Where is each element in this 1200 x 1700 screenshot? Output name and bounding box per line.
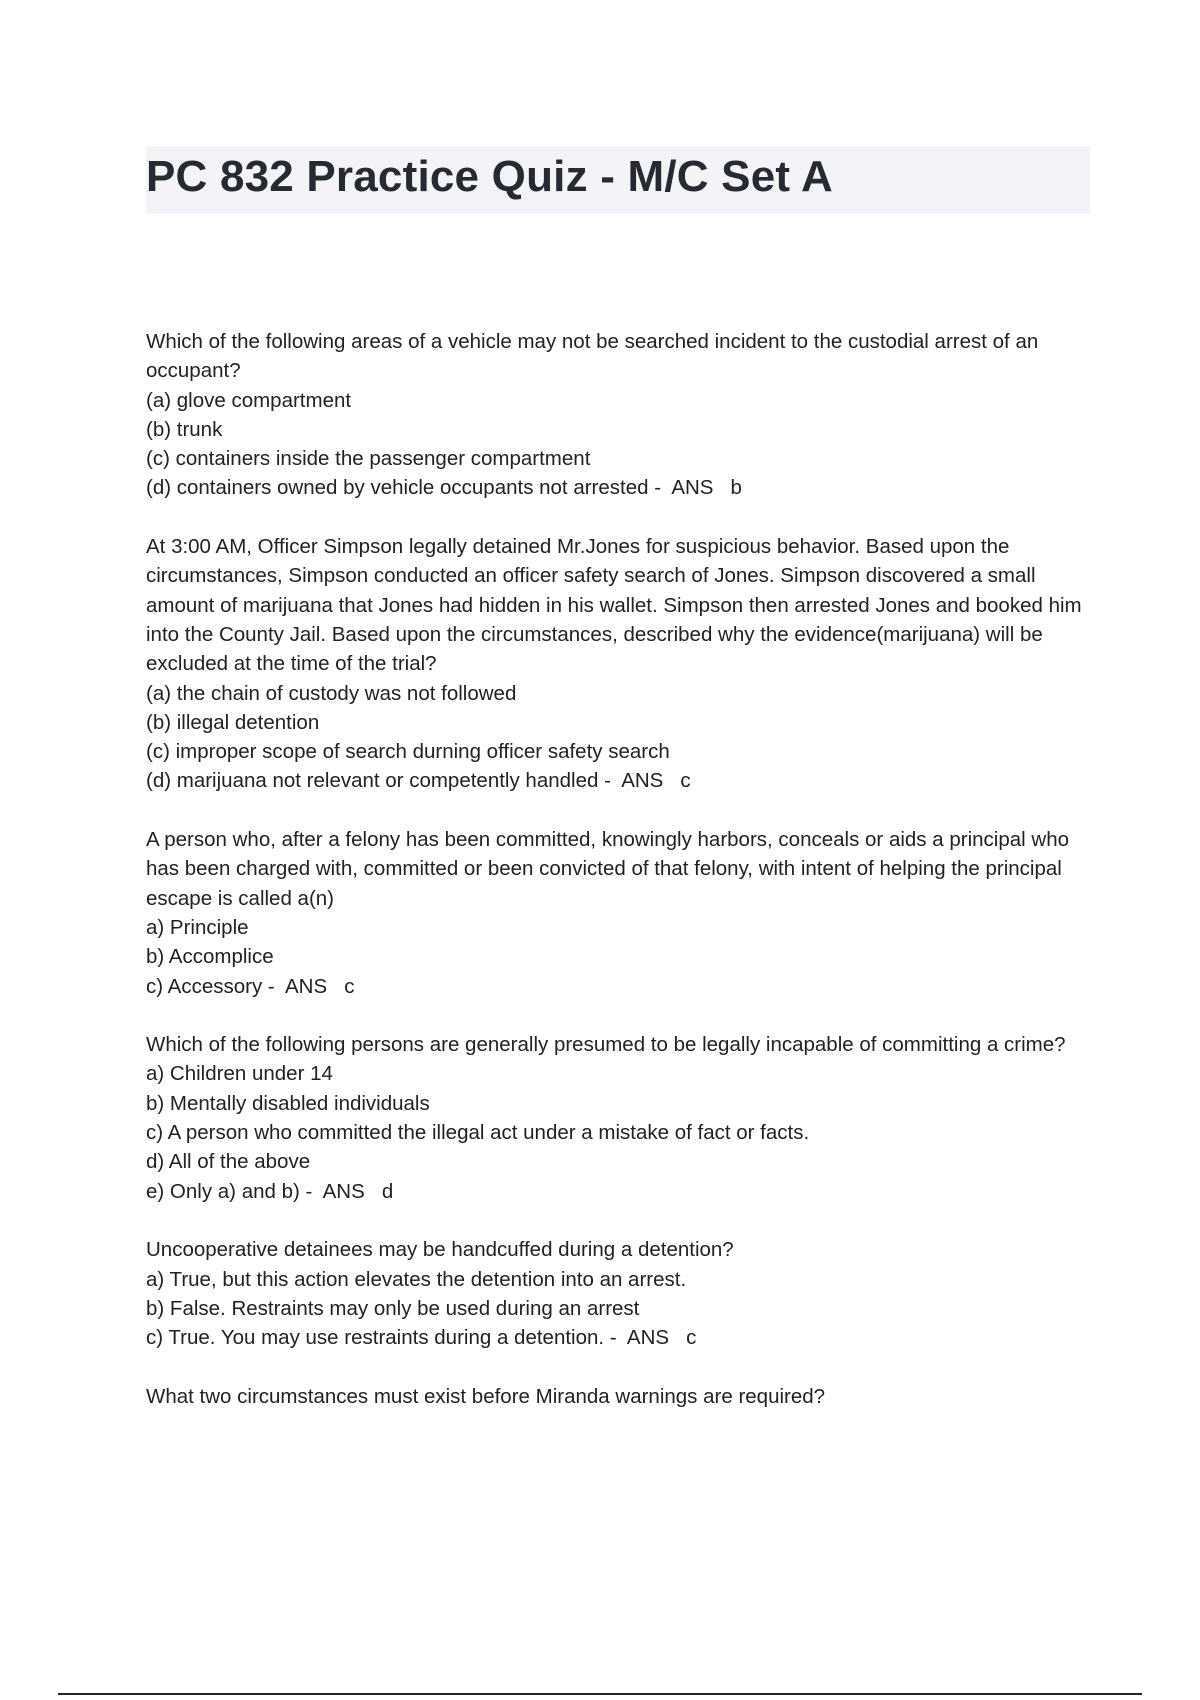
- answer-option-text: e) Only a) and b): [146, 1179, 300, 1203]
- answer-option: b) Mentally disabled individuals: [146, 1091, 430, 1115]
- answer-option: b) Accomplice: [146, 945, 274, 969]
- answer-option-text: c) True. You may use restraints during a detention.: [146, 1326, 605, 1350]
- footer-divider: [58, 1693, 1142, 1695]
- question-text: Uncooperative detainees may be handcuffed during a detention?: [146, 1238, 734, 1262]
- answer-option: (a) the chain of custody was not followed: [146, 681, 517, 705]
- answer-key: - ANS b: [654, 476, 742, 500]
- answer-option: (a) glove compartment: [146, 388, 352, 412]
- answer-option-text: c) Accessory: [146, 974, 263, 998]
- question-text: At 3:00 AM, Officer Simpson legally detained Mr.Jones for suspicious behavior. Based upon the circumstances, Simpson conducted an officer safety search of Jones. Simpson discovered a small amount of marijuana that Jones had hidden in his wallet. Simpson then arrested Jones and booked him into the County Jail. Based upon the circumstances, described why the evidence(marijuana) will be excluded at the time of the trial?: [146, 535, 1082, 676]
- answer-option: (b) illegal detention: [146, 710, 320, 734]
- page-title: PC 832 Practice Quiz - M/C Set A: [146, 152, 833, 201]
- answer-option: a) True, but this action elevates the detention into an arrest.: [146, 1267, 687, 1291]
- answer-option-text: (d) marijuana not relevant or competently handled: [146, 769, 599, 793]
- answer-option: (c) improper scope of search durning officer safety search: [146, 740, 670, 764]
- question-6: [146, 1382, 1092, 1411]
- answer-option: (c) containers inside the passenger compartment: [146, 447, 591, 471]
- question-3: [146, 825, 1092, 1001]
- answer-option-last: [146, 972, 1092, 1001]
- answer-option: a) Principle: [146, 915, 249, 939]
- answer-option-text: (d) containers owned by vehicle occupants not arrested: [146, 476, 649, 500]
- answer-key: - ANS c: [604, 769, 691, 793]
- answer-option-last: [146, 1177, 1092, 1206]
- answer-key: - ANS d: [305, 1179, 394, 1203]
- quiz-body: [146, 327, 1092, 1440]
- answer-option: c) A person who committed the illegal act under a mistake of fact or facts.: [146, 1121, 810, 1145]
- question-text: Which of the following persons are generally presumed to be legally incapable of committing a crime?: [146, 1033, 1066, 1057]
- question-text: What two circumstances must exist before Miranda warnings are required?: [146, 1384, 826, 1408]
- answer-option: b) False. Restraints may only be used during an arrest: [146, 1296, 640, 1320]
- question-text: Which of the following areas of a vehicle may not be searched incident to the custodial arrest of an occupant?: [146, 330, 1039, 383]
- answer-option: a) Children under 14: [146, 1062, 333, 1086]
- answer-option-last: [146, 1323, 1092, 1352]
- question-4: [146, 1030, 1092, 1206]
- question-5: [146, 1235, 1092, 1352]
- answer-option: d) All of the above: [146, 1150, 311, 1174]
- question-1: [146, 327, 1092, 503]
- answer-key: - ANS c: [609, 1326, 697, 1350]
- title-banner: [146, 146, 1090, 214]
- answer-option: (b) trunk: [146, 417, 223, 441]
- answer-option-last: [146, 766, 1092, 795]
- question-2: [146, 532, 1092, 796]
- answer-option-last: [146, 473, 1092, 502]
- question-text: A person who, after a felony has been committed, knowingly harbors, conceals or aids a principal who has been charged with, committed or been convicted of that felony, with intent of helping the principal escape is called a(n): [146, 828, 1070, 910]
- answer-key: - ANS c: [267, 974, 355, 998]
